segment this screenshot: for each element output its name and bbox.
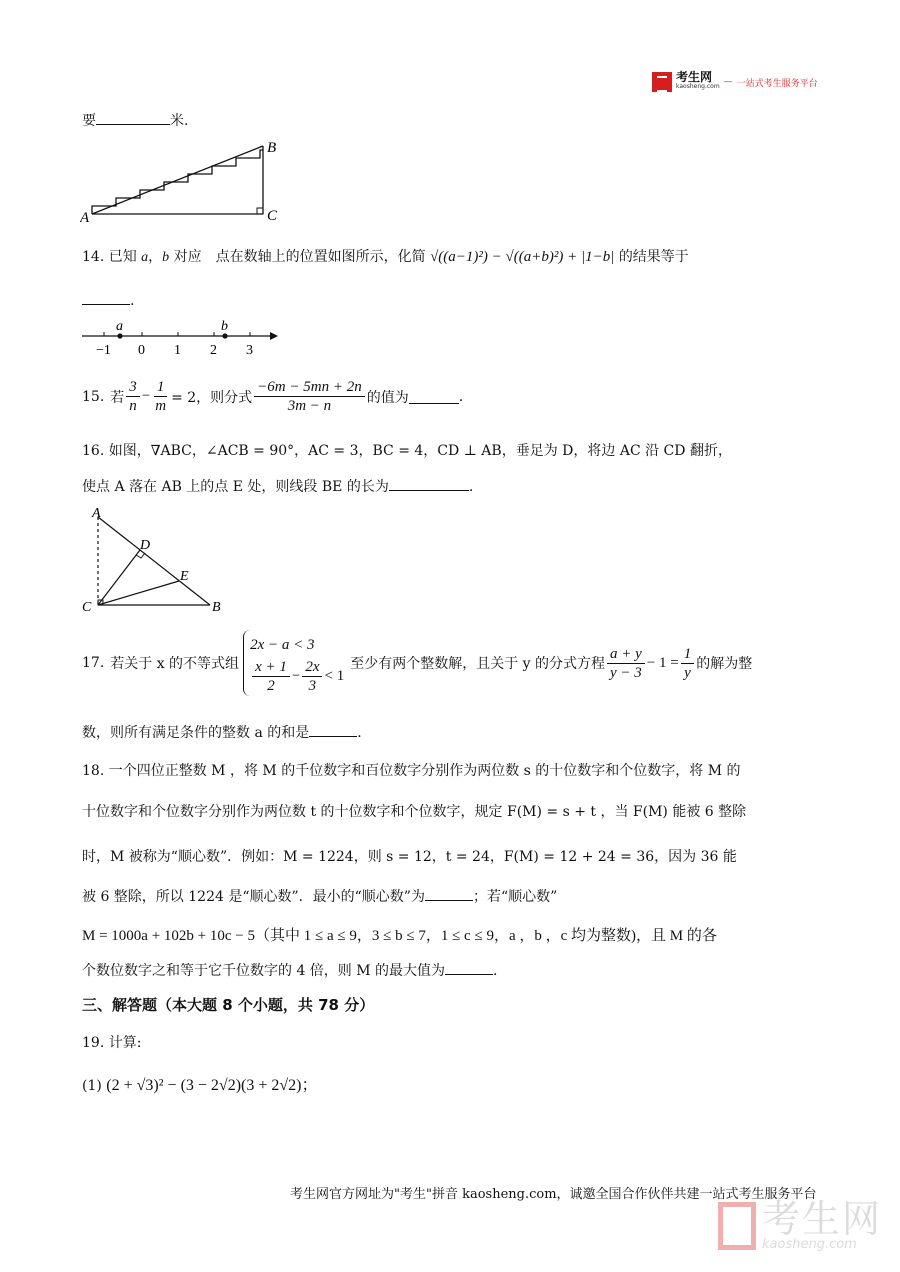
label-D: D xyxy=(140,538,151,553)
q15-blank xyxy=(409,389,459,404)
label-C: C xyxy=(267,208,278,224)
q14-text-mid: 对应 点在数轴上的位置如图所示，化简 xyxy=(173,249,426,265)
axis-arrow-icon xyxy=(270,332,278,340)
inequality-1: 2x − a < 3 xyxy=(250,636,315,653)
tick-label-3: 2 xyxy=(210,343,217,358)
q19-part1-expression: (2 + √3)² − (3 − 2√2)(3 + 2√2)； xyxy=(106,1077,318,1094)
q17-line1 xyxy=(82,630,752,696)
system-brace xyxy=(243,630,250,696)
header-logo: 考生网 kaosheng.com — 一站式考生服务平台 xyxy=(652,72,818,92)
q15-line xyxy=(82,378,463,415)
q13-blank xyxy=(96,110,170,125)
q18-blank-1 xyxy=(425,886,473,901)
point-b xyxy=(222,333,227,338)
point-b-label: b xyxy=(221,319,228,334)
q18-line3 xyxy=(82,846,737,866)
tick-label-0: −1 xyxy=(96,343,111,358)
q19-number: 19. xyxy=(82,1035,105,1051)
q19-part1 xyxy=(82,1072,318,1095)
footer-text: 考生网官方网址为"考生"拼音 kaosheng.com，诚邀全国合作伙伴共建一站式考生服务平台 xyxy=(290,1187,817,1202)
watermark xyxy=(718,1197,883,1252)
q19-title xyxy=(82,1032,141,1052)
logo-slogan: 一站式考生服务平台 xyxy=(736,78,818,89)
q14-tail: . xyxy=(130,293,135,309)
q15-post: 的值为 xyxy=(366,389,409,406)
q14-var-b: b xyxy=(162,250,170,265)
q17-post: 的解为整 xyxy=(696,656,753,672)
q17-eq-mid: − 1 = xyxy=(646,654,679,671)
q17-number: 17. xyxy=(82,655,105,671)
q17-blank xyxy=(309,722,357,737)
q14-var-a: a xyxy=(141,250,149,265)
q15-tail: . xyxy=(458,388,464,405)
q15-number: 15. xyxy=(82,388,105,405)
q19-part1-label: (1) xyxy=(82,1078,102,1094)
q16-blank xyxy=(389,476,469,491)
q17-mid: 至少有两个整数解，且关于 y 的分式方程 xyxy=(350,656,606,672)
number-line xyxy=(80,318,290,360)
logo-domain: kaosheng.com xyxy=(676,83,720,90)
q18-text-5: M = 1000a + 102b + 10c − 5（其中 1 ≤ a ≤ 9，3 ≤ b ≤ 7，1 ≤ c ≤ 9，a ，b ，c 均为整数)，且 M 的各 xyxy=(82,928,717,944)
q15-eq: = 2，则分式 xyxy=(171,389,253,406)
tick-label-4: 3 xyxy=(246,343,253,358)
q18-tail: . xyxy=(493,963,498,979)
q15-fraction-1: $\frac{3}{n}$ xyxy=(126,378,140,415)
q18-text-6: 个数位数字之和等于它千位数字的 4 倍，则 M 的最大值为 xyxy=(82,963,446,979)
q17-equation-fraction: $\frac{a + y}{y - 3}$ xyxy=(607,645,645,682)
q18-line2 xyxy=(82,801,746,821)
q18-text-3: 时，M 被称为“顺心数”．例如：M = 1224，则 s = 12，t = 24，F(M) = 12 + 24 = 36，因为 36 能 xyxy=(82,849,737,865)
segment-CD xyxy=(98,550,140,605)
point-a xyxy=(117,333,122,338)
q13-tail xyxy=(82,110,188,130)
q13-tail-post: 米. xyxy=(170,113,189,129)
label-E: E xyxy=(180,569,189,584)
q18-line4 xyxy=(82,886,557,906)
q17-line2 xyxy=(82,722,362,742)
point-a-label: a xyxy=(116,319,123,334)
triangle-figure xyxy=(80,505,230,617)
segment-CE xyxy=(98,581,179,605)
q15-fraction-3: $\frac{-6m - 5mn + 2n}{3m - n}$ xyxy=(254,378,365,415)
q15-pre: 若 xyxy=(110,389,125,406)
watermark-brand: 考生网 xyxy=(762,1197,883,1241)
right-angle-mark xyxy=(257,208,263,214)
q17-tail: . xyxy=(357,725,362,741)
q18-line6 xyxy=(82,960,498,980)
tick-label-1: 0 xyxy=(138,343,145,358)
q16-number: 16. xyxy=(82,443,105,459)
q17-text-2: 数，则所有满足条件的整数 a 的和是 xyxy=(82,725,310,741)
q16-tail: . xyxy=(468,479,474,495)
q18-line5 xyxy=(82,924,717,945)
label-A: A xyxy=(80,210,90,226)
q19-title-text: 计算: xyxy=(108,1035,142,1051)
q18-text-4-post: ；若“顺心数” xyxy=(472,889,558,905)
q16-text-2: 使点 A 落在 AB 上的点 E 处，则线段 BE 的长为 xyxy=(82,479,389,495)
q13-tail-pre: 要 xyxy=(82,113,96,129)
q18-text-2: 十位数字和个位数字分别作为两位数 t 的十位数字和个位数字，规定 F(M) = s + t ，当 F(M) 能被 6 整除 xyxy=(82,804,747,820)
watermark-logo-icon xyxy=(718,1202,756,1250)
inequality-2: $\frac{x + 1}{2}$ − $\frac{2x}{3}$ < 1 xyxy=(250,658,344,695)
q17-equation-right: $\frac{1}{y}$ xyxy=(681,645,695,682)
q17-pre: 若关于 x 的不等式组 xyxy=(110,656,240,672)
side-AB xyxy=(98,517,210,605)
label-C: C xyxy=(82,600,92,615)
q18-text-4: 被 6 整除，所以 1224 是“顺心数”．最小的“顺心数”为 xyxy=(82,889,425,905)
q14-line xyxy=(82,246,689,266)
logo-brand: 考生网 xyxy=(676,70,713,84)
staircase-hypotenuse xyxy=(92,146,263,214)
q14-expression: √((a−1)²) − √((a+b)²) + |1−b| xyxy=(430,249,615,265)
q14-number: 14. xyxy=(82,249,105,265)
watermark-domain: kaosheng.com xyxy=(762,1237,857,1252)
q14-comma: ， xyxy=(148,249,163,265)
q15-fraction-2: $\frac{1}{m}$ xyxy=(155,379,167,414)
q18-blank-2 xyxy=(445,960,493,975)
inequality-system xyxy=(250,632,344,695)
label-B: B xyxy=(212,600,221,615)
logo-icon xyxy=(652,72,672,92)
tick-label-2: 1 xyxy=(174,343,181,358)
q18-text-1: 一个四位正整数 M ，将 M 的千位数字和百位数字分别作为两位数 s 的十位数字和个位数字，将 M 的 xyxy=(108,763,741,779)
q14-blank xyxy=(82,290,130,305)
q14-text-post: 的结果等于 xyxy=(618,249,689,265)
q18-line1 xyxy=(82,760,741,780)
q14-answer xyxy=(82,290,134,309)
q15-minus: − xyxy=(141,388,151,404)
q16-text-1: 如图，∇ABC，∠ACB = 90°，AC = 3，BC = 4，CD ⊥ AB，垂足为 D，将边 AC 沿 CD 翻折， xyxy=(108,443,732,459)
section-3-heading: 三、解答题（本大题 8 个小题，共 78 分） xyxy=(82,996,375,1014)
q18-number: 18. xyxy=(82,763,105,779)
label-A: A xyxy=(92,506,101,521)
q16-line2 xyxy=(82,476,473,496)
q16-line1 xyxy=(82,440,732,460)
label-B: B xyxy=(267,140,277,156)
q14-text-pre: 已知 xyxy=(108,249,137,265)
staircase-figure xyxy=(80,138,290,230)
